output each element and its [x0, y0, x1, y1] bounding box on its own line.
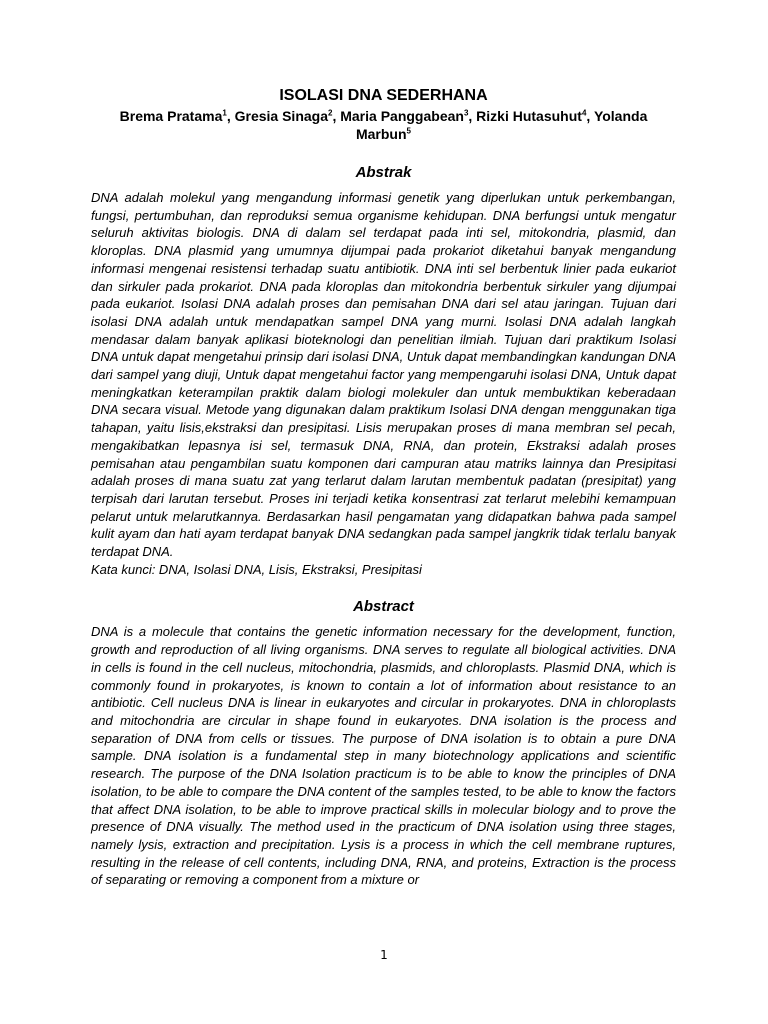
abstrak-heading: Abstrak [355, 164, 412, 181]
author-separator: , [586, 108, 594, 124]
author [340, 108, 476, 124]
page-number: 1 [380, 948, 388, 962]
author-separator: , [332, 108, 341, 124]
author-name: Gresia Sinaga [234, 108, 328, 124]
author-separator: , [226, 108, 235, 124]
abstract-heading: Abstract [353, 598, 414, 616]
abstrak-text: DNA adalah molekul yang mengandung informasi genetik yang diperlukan untuk perkembangan, fungsi, pertumbuhan, dan reproduksi semua organisme kehidupan. DNA berfungsi untuk mengatur seluruh aktivitas biologis. DNA di dalam sel terdapat pada inti sel, mitokondria, plasmid, dan kloroplas. DNA plasmid yang umumnya dijumpai pada prokariot diketahui banyak mengandung informasi mengenai resistensi terhadap suatu antibiotik. DNA inti sel berbentuk linier pada eukariot dan sirkuler pada prokariot. DNA pada kloroplas dan mitokondria berbentuk sirkuler yang dijumpai pada eukariot. Isolasi DNA adalah proses dan pemisahan DNA dari sel atau jaringan. Tujuan dari isolasi DNA adalah untuk mendapatkan sampel DNA yang murni. Isolasi DNA adalah langkah mendasar dalam banyak aplikasi bioteknologi dan penelitian ilmiah. Tujuan dari praktikum Isolasi DNA untuk dapat mengetahui prinsip dari isolasi DNA, Untuk dapat membandingkan kandungan DNA dari sampel yang diuji, Untuk dapat mengetahui factor yang mempengaruhi isolasi DNA, Untuk dapat meningkatkan keterampilan praktik dalam biologi molekuler dan untuk membuktikan keberadaan DNA secara visual. Metode yang digunakan dalam praktikum Isolasi DNA dengan menggunakan tiga tahapan, yaitu lisis,ekstraksi dan presipitasi. Lisis merupakan proses di mana membran sel pecah, mengakibatkan lepasnya isi sel, termasuk DNA, RNA, dan protein, Ekstraksi adalah proses pemisahan atau pengambilan suatu komponen dari campuran atau matriks lainnya dan Presipitasi adalah proses di mana suatu zat yang terlarut dalam larutan membentuk padatan (presipitat) yang terpisah dari larutan tersebut. Proses ini terjadi ketika konsentrasi zat terlarut melebihi kemampuan pelarut untuk melarutkannya. Berdasarkan hasil pengamatan yang didapatkan bahwa pada sampel kulit ayam dan hati ayam terdapat banyak DNA sedangkan pada sampel jangkrik tidak terlalu banyak terdapat DNA. [91, 190, 676, 560]
author-affiliation: 4 [581, 108, 587, 118]
paper-title: ISOLASI DNA SEDERHANA [279, 87, 488, 104]
author [476, 108, 594, 124]
author-separator: , [468, 108, 477, 124]
paper-page [91, 86, 676, 889]
author-list [91, 107, 676, 143]
abstrak-keywords: Kata kunci: DNA, Isolasi DNA, Lisis, Ekstraksi, Presipitasi [91, 561, 422, 577]
author-affiliation: 3 [463, 108, 469, 118]
author-affiliation: 1 [222, 108, 227, 118]
abstract-text: DNA is a molecule that contains the genetic information necessary for the development, function, growth and reproduction of all living organisms. DNA serves to regulate all biological activities. DNA in cells is found in the cell nucleus, mitochondria, plasmids, and chloroplasts. Plasmid DNA, which is commonly found in prokaryotes, is known to contain a lot of information about resistance to an antibiotic. Cell nucleus DNA is linear in eukaryotes and circular in prokaryotes. DNA in chloroplasts and mitochondria are circular in shape found in eukaryotes. DNA isolation is the process and separation of DNA from cells or tissues. The purpose of DNA isolation is to obtain a pure DNA sample. DNA isolation is a fundamental step in many biotechnology applications and scientific research. The purpose of the DNA Isolation practicum is to be able to know the principles of DNA isolation, to be able to compare the DNA content of the samples tested, to be able to know the factors that affect DNA isolation, to be able to improve practical skills in molecular biology and to prove the presence of DNA visually. The method used in the practicum of DNA isolation using three stages, namely lysis, extraction and precipitation. Lysis is a process in which the cell membrane ruptures, resulting in the release of cell contents, including DNA, RNA, and proteins, Extraction is the process of separating or removing a component from a mixture or [91, 624, 676, 888]
author-name: Yolanda Marbun [355, 108, 648, 142]
author [235, 108, 341, 124]
author-name: Rizki Hutasuhut [476, 108, 582, 124]
author-affiliation: 2 [328, 108, 333, 118]
author-name: Brema Pratama [119, 108, 223, 124]
author-affiliation: 5 [406, 126, 411, 136]
author-name: Maria Panggabean [340, 108, 464, 124]
author [120, 108, 235, 124]
